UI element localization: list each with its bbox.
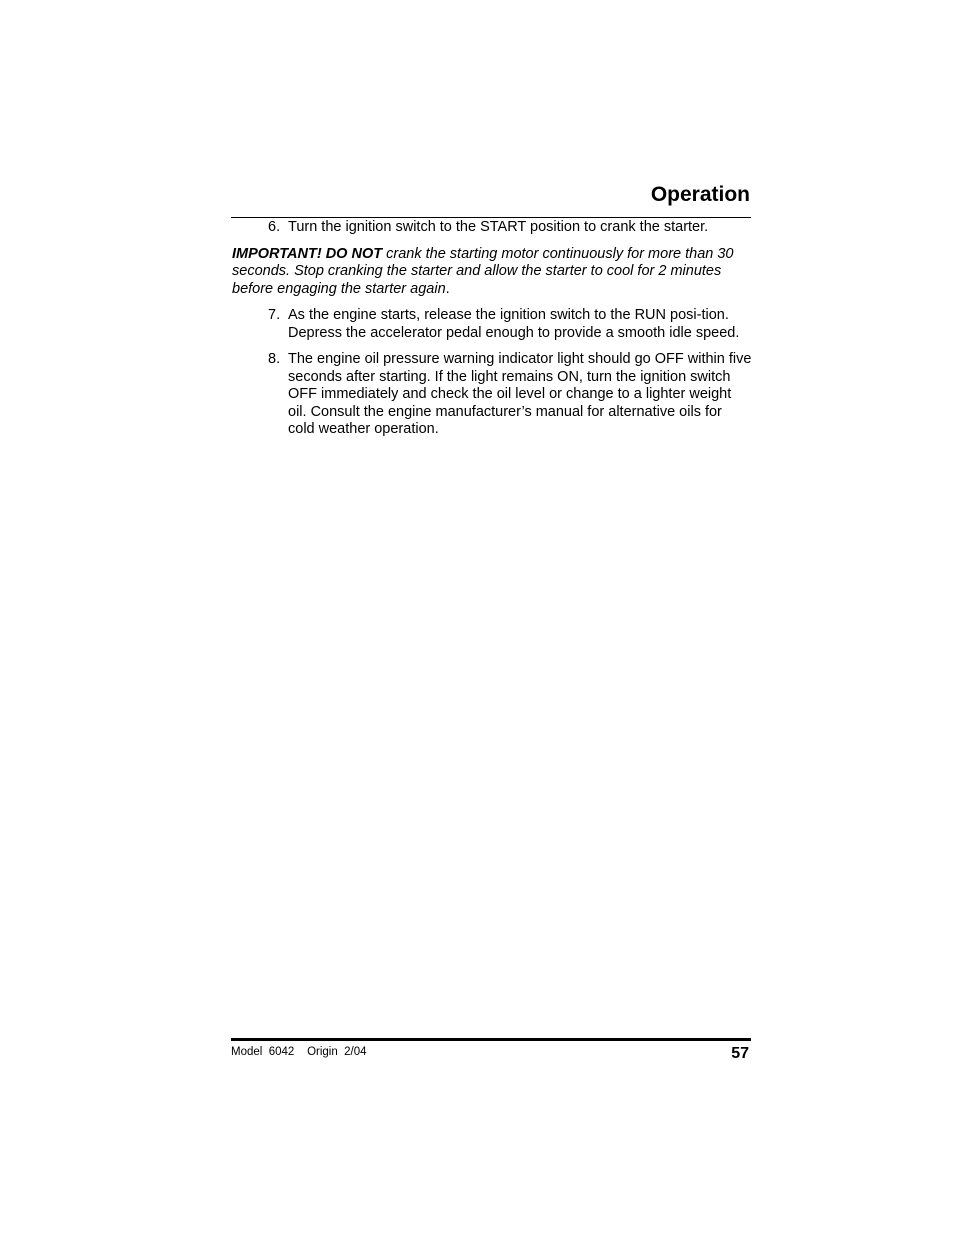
step-number: 6. (268, 219, 281, 235)
page-number: 57 (731, 1045, 749, 1062)
step-number: 7. (268, 307, 281, 323)
step-text: Turn the ignition switch to the START position to crank the starter. (288, 219, 709, 235)
page-title: Operation (650, 183, 750, 206)
step-8 (268, 351, 752, 439)
page-content (232, 219, 752, 439)
important-tail: . (445, 280, 450, 297)
step-number: 8. (268, 351, 281, 367)
step-7 (268, 307, 752, 342)
footer-divider (231, 1038, 751, 1041)
important-lead: IMPORTANT! DO NOT (232, 245, 383, 262)
footer-model-info: Model 6042 Origin 2/04 (231, 1046, 367, 1058)
important-note (232, 246, 752, 299)
step-text: The engine oil pressure warning indicator light should go OFF within five seconds after starting. If the light remains ON, turn the ignition switch OFF immediately and check the oil level or change to a lighter weight oil. Consult the engine manufacturer’s manual for alternative oils for cold weather operation. (288, 351, 752, 437)
title-divider (231, 217, 751, 218)
step-text: As the engine starts, release the ignition switch to the RUN posi-tion. Depress the accelerator pedal enough to provide a smooth idle speed. (288, 307, 740, 341)
step-6 (268, 219, 752, 237)
important-body: crank the starting motor continuously for more than 30 seconds. Stop cranking the starter and allow the starter to cool for 2 minutes before engaging the starter again (232, 245, 734, 297)
